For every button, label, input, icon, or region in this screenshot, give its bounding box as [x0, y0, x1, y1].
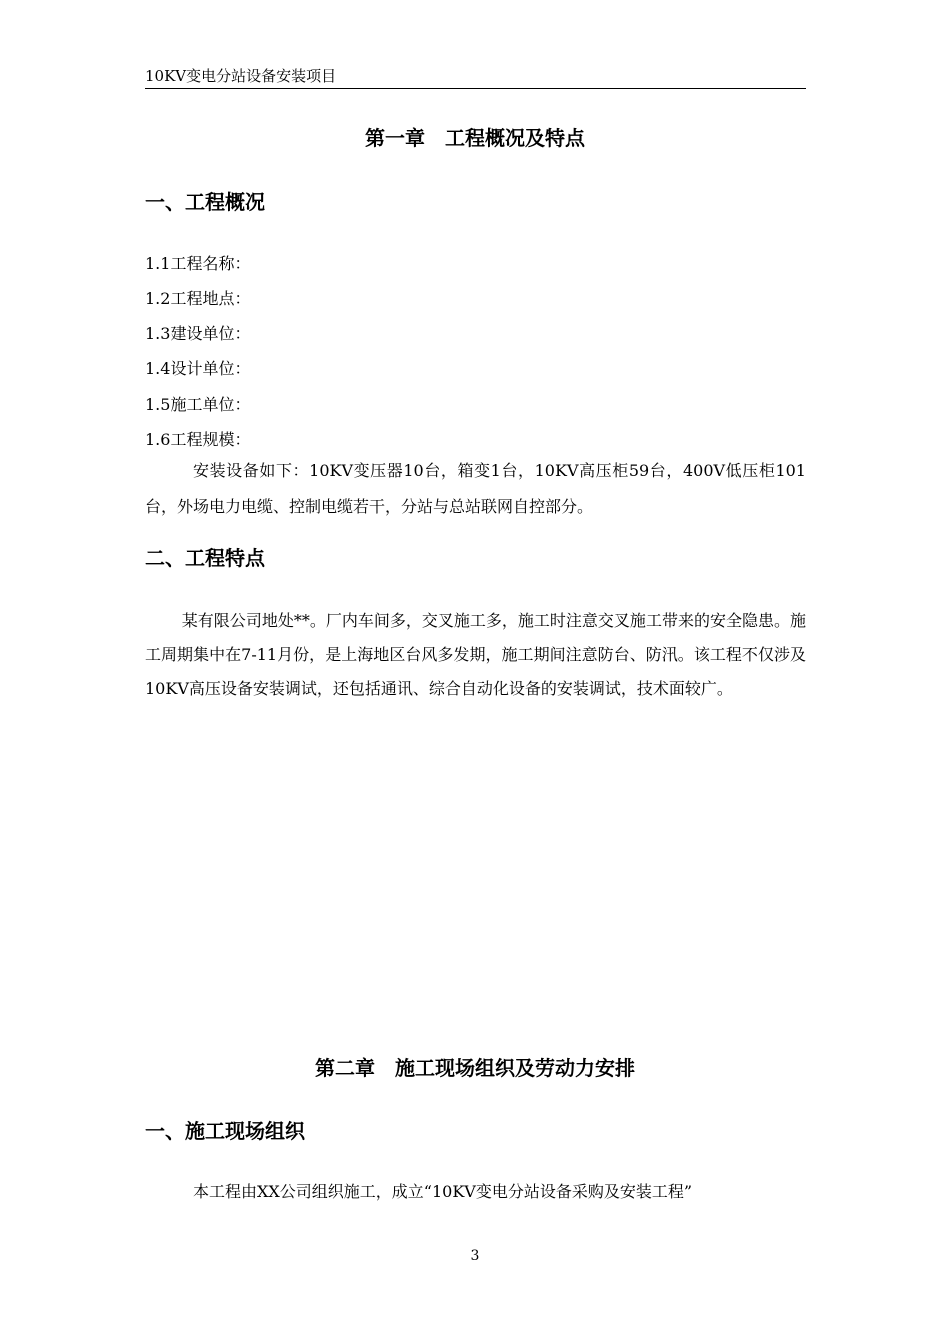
item-construction-unit: 1.3建设单位：	[145, 324, 251, 343]
chapter-1-title: 第一章 工程概况及特点	[365, 126, 585, 150]
item-project-scale: 1.6工程规模：	[145, 430, 251, 449]
item-contractor-unit: 1.5施工单位：	[145, 395, 251, 414]
section-project-features-title: 二、工程特点	[145, 546, 265, 570]
page-header: 10KV变电分站设备安装项目	[145, 66, 806, 89]
section-project-overview-title: 一、工程概况	[145, 190, 265, 214]
project-features-paragraph: 某有限公司地处**。厂内车间多，交叉施工多，施工时注意交叉施工带来的安全隐患。施工周期集中在7-11月份，是上海地区台风多发期，施工期间注意防台、防汛。该工程不仅涉及10KV高压设备安装调试，还包括通讯、综合自动化设备的安装调试，技术面较广。	[145, 611, 806, 698]
project-scale-paragraph: 安装设备如下：10KV变压器10台，箱变1台，10KV高压柜59台，400V低压柜101台，外场电力电缆、控制电缆若干，分站与总站联网自控部分。	[145, 461, 806, 516]
site-organization-paragraph: 本工程由XX公司组织施工，成立“10KV变电分站设备采购及安装工程”	[193, 1182, 693, 1201]
section-site-organization-title: 一、施工现场组织	[145, 1119, 305, 1143]
item-design-unit: 1.4设计单位：	[145, 359, 251, 378]
item-project-location: 1.2工程地点：	[145, 289, 251, 308]
chapter-2-title: 第二章 施工现场组织及劳动力安排	[315, 1056, 635, 1080]
item-project-name: 1.1工程名称：	[145, 254, 251, 273]
page-number: 3	[470, 1248, 480, 1264]
